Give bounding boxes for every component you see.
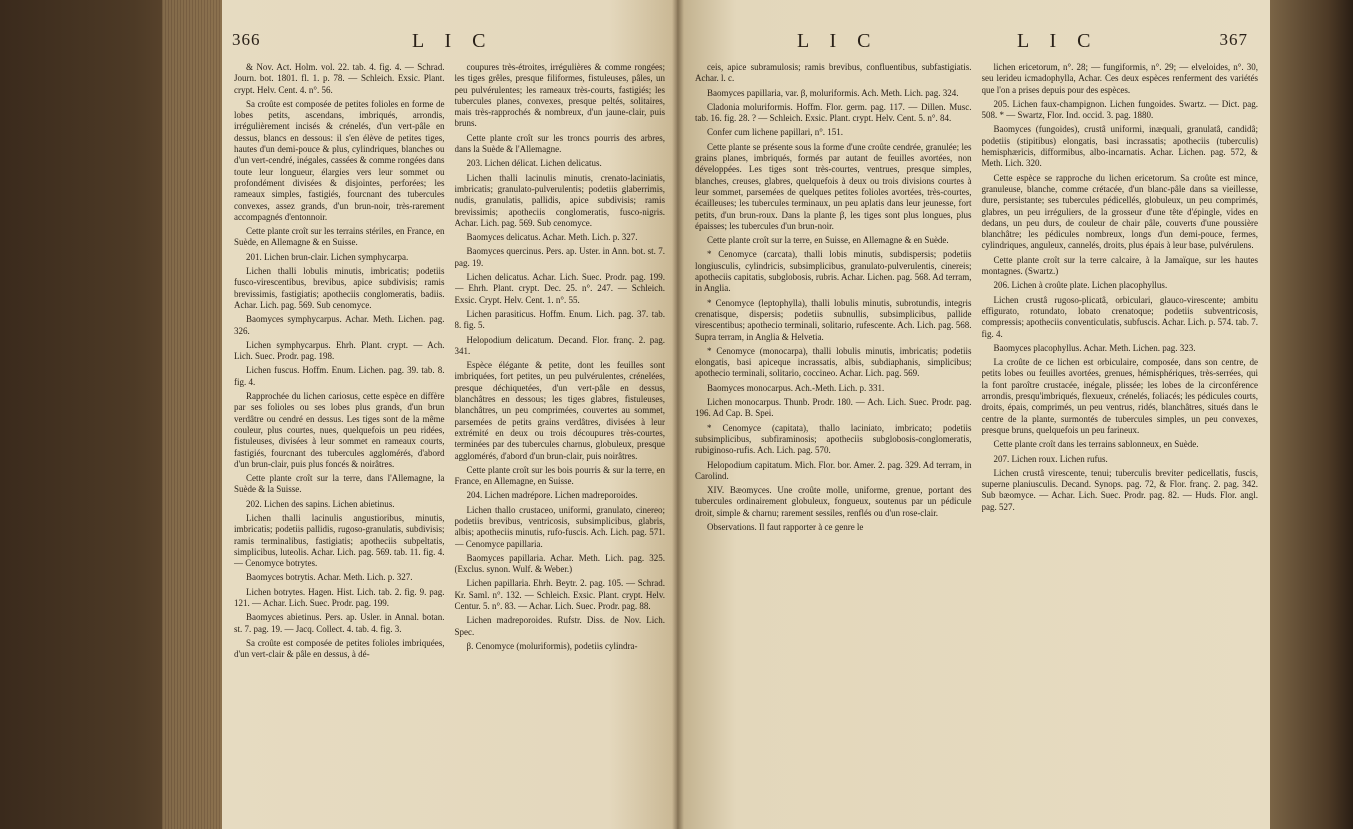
paragraph: * Cenomyce (monocarpa), thalli lobulis minutis, imbricatis; podetiis elongatis, basi apiceque incrassatis, albis, subdiaphanis, simplicibus; apothecio terminali, solitario, coccineo. Achar. Lich. pag. 569. [695,345,972,379]
paragraph: Lichen papillaria. Ehrh. Beytr. 2. pag. 105. — Schrad. Kr. Saml. n°. 132. — Schleich. Exsic. Plant. crypt. Helv. Centur. 5. n°. 83. — Achar. Lich. Suec. Prodr. pag. 88. [454,578,665,612]
paragraph: 201. Lichen brun-clair. Lichen symphycarpa. [246,251,409,262]
right-column-2 [982,62,1259,802]
paragraph: Observations. Il faut rapporter à ce genre le [707,521,864,532]
paragraph: Confer cum lichene papillari, n°. 151. [707,127,844,138]
paragraph: lichen ericetorum, n°. 28; — fungiformis, n°. 29; — elveloides, n°. 30, seu lerideu icmadophylla, Achar. Ces deux espèces renferment des variétés que l'on a prises depuis pour des espèces. [981,62,1258,95]
paragraph: Baomyces papillaria, var. β, moluriformis. Ach. Meth. Lich. pag. 324. [707,87,959,98]
left-column-1 [234,62,445,802]
paragraph: Lichen madreporoides. Rufstr. Diss. de Nov. Lich. Spec. [454,615,665,637]
paragraph: Cette plante croît sur la terre, dans l'Allemagne, la Suède & la Suisse. [234,473,445,495]
paragraph: Lichen thalli lacinulis angustioribus, minutis, imbricatis; podetiis pallidis, rugoso-granulatis, subdivisis; ramis terminalibus, fastigiatis; apotheciis subpeltatis, simplicibus, luteolis. Achar. Lich. pag. 569. tab. 11. fig. 4. — Cenomyce botrytes. [234,512,445,569]
paragraph: Cette plante croît sur les bois pourris & sur la terre, en France, en Allemagne, en Suisse. [454,464,665,487]
paragraph: Rapprochée du lichen cariosus, cette espèce en diffère par ses folioles ou ses lobes plus grands, d'un brun verdâtre ou cendré en dessus. Les tiges sont de la même couleur, plus courtes, nues, quelquefois un peu ridées, fistuleuses, divisées à leur sommet en rameaux courts, fastigiés, fourcnant des tubercules agglomérés, d'abord d'un brun-clair, puis plus foncés & noirâtres. [234,391,445,469]
left-column-2 [455,62,666,802]
left-running-head [222,30,677,54]
paragraph: Helopodium capitatum. Mich. Flor. bor. Amer. 2. pag. 329. Ad terram, in Carolind. [695,459,972,481]
right-running-head [677,30,1270,54]
right-page [677,0,1270,829]
paragraph: 205. Lichen faux-champignon. Lichen fungoides. Swartz. — Dict. pag. 508. * — Swartz, Flor. Ind. occid. 3. pag. 1880. [981,98,1258,121]
paragraph: * Cenomyce (capitata), thallo laciniato, imbricato; podetiis subsimplicibus, subfiraminosis; apotheciis subglobosis-conglomeratis, rubiginoso-rufis. Ach. Lich. pag. 570. [695,422,972,456]
paragraph: Cette plante croît sur les troncs pourris des arbres, dans la Suède & l'Allemagne. [454,132,665,155]
paragraph: Baomyces (fungoides), crustâ uniformi, inæquali, granulatâ, candidâ; podetiis (stipitibus) elongatis, basi incrassatis; apotheciis (tuberculis) hemisphæricis, difformibus, albo-incarnatis. Achar. Lichen. pag. 572, & Meth. Lich. 320. [981,124,1258,169]
paragraph: Lichen symphycarpus. Ehrh. Plant. crypt. — Ach. Lich. Suec. Prodr. pag. 198. [234,339,445,362]
right-running-title-1: L I C [797,30,879,52]
paragraph: Lichen crustâ virescente, tenui; tuberculis breviter pedicellatis, fuscis, superne planiusculis. Decand. Synops. pag. 72, & Flor. franç. 2. pag. 342. Sub bæomyce. — Achar. Lich. Suec. Prodr. pag. 82. — Huds. Flor. angl. pag. 527. [981,467,1258,512]
paragraph: 202. Lichen des sapins. Lichen abietinus. [246,498,395,509]
left-page-edges [0,0,222,829]
paragraph: Baomyces abietinus. Pers. ap. Usler. in Annal. botan. st. 7. pag. 19. — Jacq. Collect. 4. tab. 4. fig. 3. [234,612,445,634]
paragraph: Cette plante se présente sous la forme d'une croûte cendrée, granulée; les grains planes, imbriqués, formés par autant de feuilles avortées, non développées. Les tiges sont très-courtes, ventrues, presque simples, blanches, creuses, glabres, quelquefois à deux ou trois divisions courtes à leur sommet, parsemées de quelques petites folioles avortées, très-courtes, écailleuses; les tubercules terminaux, un peu aplatis dans leur jeunesse, fort petits, d'un brun-roux. Dans la plante β, les tiges sont plus longues, plus épaisses; les tubercules d'un brun-noir. [695,141,972,231]
paragraph: Baomyces delicatus. Achar. Meth. Lich. p. 327. [466,232,638,243]
paragraph: Lichen monocarpus. Thunb. Prodr. 180. — Ach. Lich. Suec. Prodr. pag. 196. Ad Cap. B. Spei. [695,397,972,419]
paragraph: Baomyces papillaria. Achar. Meth. Lich. pag. 325. (Exclus. synon. Wulf. & Weber.) [454,552,665,575]
left-page-number: 366 [232,30,261,49]
paragraph: Baomyces quercinus. Pers. ap. Uster. in Ann. bot. st. 7. pag. 19. [454,246,665,268]
paragraph: 204. Lichen madrépore. Lichen madreporoides. [466,490,638,501]
paragraph: Cette plante croît sur la terre calcaire, à la Jamaïque, sur les hautes montagnes. (Swartz.) [981,254,1258,277]
paragraph: Lichen delicatus. Achar. Lich. Suec. Prodr. pag. 199. — Ehrh. Plant. crypt. Dec. 25. n°. 247. — Schleich. Exsic. Crypt. Helv. Cent. 1. n°. 55. [454,272,665,305]
paragraph: Baomyces symphycarpus. Achar. Meth. Lichen. pag. 326. [234,314,445,336]
paragraph: β. Cenomyce (moluriformis), podetiis cylindra- [466,640,638,651]
paragraph: 207. Lichen roux. Lichen rufus. [993,453,1108,464]
paragraph: Lichen parasiticus. Hoffm. Enum. Lich. pag. 37. tab. 8. fig. 5. [454,308,665,331]
paragraph: Baomyces placophyllus. Achar. Meth. Lichen. pag. 323. [993,342,1196,353]
paragraph: XIV. Bæomyces. Une croûte molle, uniforme, grenue, portant des tubercules ordinairement globuleux, fongueux, soutenus par un pédicule droit, simple & charnu; rarement sessiles, renflés ou d'un rose-clair. [695,485,972,518]
right-page-number: 367 [1219,30,1248,49]
paragraph: Baomyces botrytis. Achar. Meth. Lich. p. 327. [246,572,413,583]
paragraph: Sa croûte est composée de petites folioles imbriquées, d'un vert-clair & pâle en dessus, à dé- [234,637,445,660]
paragraph: Lichen thalli lacinulis minutis, crenato-laciniatis, imbricatis; granulato-pulverulentis; podetiis glaberrimis, nudis, granulatis, pallidis, apice subdivisis; ramis brevissimis; apotheciis conglomeratis, fusco-nigris. Achar. Lich. pag. 569. Sub cenomyce. [454,172,665,228]
paragraph: ceis, apice subramulosis; ramis brevibus, confluentibus, subfastigiatis. Achar. l. c. [695,62,972,84]
right-running-title-2: L I C [1017,30,1099,52]
paragraph: Cette plante croît sur les terrains stériles, en France, en Suède, en Allemagne & en Suisse. [234,226,445,248]
right-page-edges [1270,0,1353,829]
right-column-1 [695,62,972,802]
paragraph: * Cenomyce (carcata), thalli lobis minutis, subdispersis; podetiis longiusculis, cylindricis, subsimplicibus, granulato-pulverulentis, cinereis; apotheciis capitatis, subglobosis, rubris. Achar. Lichen. pag. 568. Ad terram, in Anglia. [695,249,972,294]
paragraph: Cladonia moluriformis. Hoffm. Flor. germ. pag. 117. — Dillen. Musc. tab. 16. fig. 28. ? — Schleich. Exsic. Plant. crypt. Helv. Cent. 5. n°. 84. [695,101,972,124]
paragraph: Lichen crustâ rugoso-plicatâ, orbiculari, glauco-virescente; ambitu effigurato, rotundato, lobato crenatoque; podetiis subventricosis, compressis; apotheciis conventiculatis, subfuscis. Achar. Lich. p. 574. tab. 7. fig. 4. [981,294,1258,339]
book-spine [672,0,684,829]
left-running-title: L I C [412,30,494,52]
paragraph: 203. Lichen délicat. Lichen delicatus. [466,158,602,169]
paragraph: 206. Lichen à croûte plate. Lichen placophyllus. [993,280,1168,291]
paragraph: Lichen fuscus. Hoffm. Enum. Lichen. pag. 39. tab. 8. fig. 4. [234,365,445,387]
paragraph: Sa croûte est composée de petites folioles en forme de lobes petits, ascendans, imbriqués, arrondis, irrégulièrement incisés & crénelés, d'un vert-pâle en dessus, blancs en dessous: il s'en élève de petites tiges, hautes d'un demi-pouce & plus, cylindriques, blanches ou d'un vert-cendré, inégales, cassées & comme rongées dans toute leur longueur, élargies vers leur sommet ou profondément divisées & disjointes, perforées; les rameaux simples, fastigiés, fourcnant des tubercules convexes, assez grands, d'un brun-noir, très-rarement accompagnés d'entonnoir. [234,98,445,222]
paragraph: Cette espèce se rapproche du lichen ericetorum. Sa croûte est mince, granuleuse, blanche, comme crétacée, d'un blanc-pâle dans sa vieillesse, dure, persistante; ses tubercules pédicellés, globuleux, un peu comprimés, glabres, un peu irréguliers, de la grosseur d'une tête d'épingle, vides en dedans, un peu durs, de couleur de chair pâle, couverts d'une poussière blanchâtre; les pédicules nombreux, longs d'un demi-pouce, fermes, cylindriques, anguleux, cannelés, droits, plus épais à leur base, pulvérulens. [981,172,1258,251]
paragraph: * Cenomyce (leptophylla), thalli lobulis minutis, subrotundis, integris crenatisque, dispersis; podetiis subnullis, subsimplicibus, pallide virescentibus; apothecio terminali, solitario, rufescente. Ach. Lich. pag. 568. Supra terram, in Anglia & Helvetia. [695,297,972,342]
left-page [222,0,677,829]
paragraph: La croûte de ce lichen est orbiculaire, composée, dans son centre, de petits lobes ou feuilles avortées, grenues, hémisphériques, très-serrées, qui la font paroître crustacée, inégale, plissée; les lobes de la circonférence arrondis, presqu'imbriqués, flexueux, crénelés, foliacés; les pédicules courts, droits, épais, comprimés, un peu ventrus, ridés, blanchâtres, situés dans le centre de la plante, surmontés de tubercules simples, un peu convexes, presque bruns, quelquefois un peu farineux. [981,357,1258,435]
paragraph: Espèce élégante & petite, dont les feuilles sont imbriquées, fort petites, un peu pulvérulentes, crénelées, presque déchiquetées, d'un vert-pâle en dessus, blanchâtres en dessous; les tiges glabres, fistuleuses, blanchâtres, un peu comprimées, couvertes au sommet, parsemées de petits grains verdâtres, divisées à leur extrémité en deux ou trois découpures très-courtes, terminées par des tubercules charnus, globuleux, presque agglomérés, d'abord d'un brun-clair, puis noirâtres. [454,360,665,461]
paragraph: Lichen thalli lobulis minutis, imbricatis; podetiis fusco-virescentibus, brevibus, apice subdivisis; ramis brevissimis, fastigiatis; apotheciis conglomeratis, badiis. Achar. Lich. pag. 569. Sub cenomyce. [234,266,445,310]
paragraph: Cette plante croît sur la terre, en Suisse, en Allemagne & en Suède. [707,235,949,246]
paragraph: coupures très-étroites, irrégulières & comme rongées; les tiges grêles, presque filiformes, fistuleuses, pâles, un peu pulvérulentes; les rameaux très-courts, fastigiés; les tubercules planes, convexes, presque peltés, solitaires, mais très-rapprochés & nombreux, d'un jaune-clair, puis bruns. [454,62,665,129]
paragraph: Baomyces monocarpus. Ach.-Meth. Lich. p. 331. [707,382,885,393]
paragraph: Lichen botrytes. Hagen. Hist. Lich. tab. 2. fig. 9. pag. 121. — Achar. Lich. Suec. Prodr. pag. 199. [234,586,445,609]
paragraph: Cette plante croît dans les terrains sablonneux, en Suède. [993,439,1199,450]
paragraph: Helopodium delicatum. Decand. Flor. franç. 2. pag. 341. [454,334,665,356]
paragraph: Lichen thallo crustaceo, uniformi, granulato, cinereo; podetiis brevibus, ventricosis, subsimplicibus, glabris, albis; apotheciis minutis, rufo-fuscis. Ach. Lich. pag. 571. — Cenomyce papillaria. [454,504,665,549]
paragraph: & Nov. Act. Holm. vol. 22. tab. 4. fig. 4. — Schrad. Journ. bot. 1801. fl. 1. p. 78. — Schleich. Exsic. Plant. crypt. Helv. Cent. 4. n°. 56. [234,62,445,95]
